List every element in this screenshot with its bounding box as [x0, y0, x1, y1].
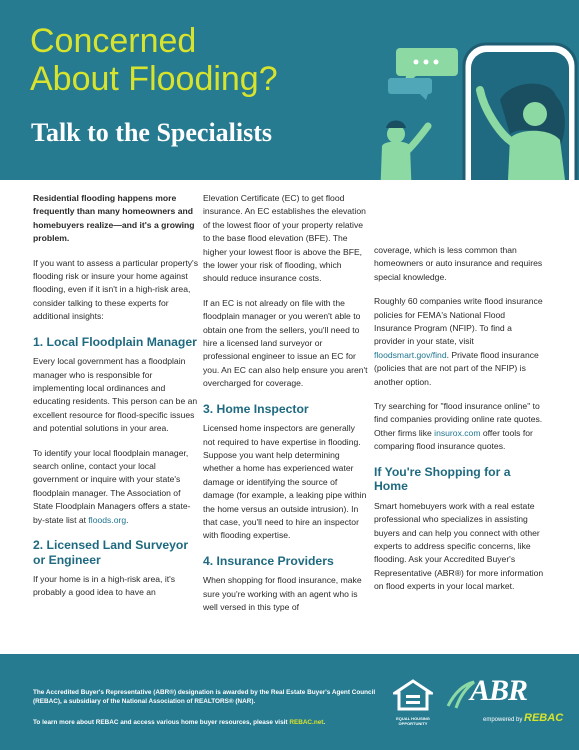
surveyor-paragraph-2: If an EC is not already on file with the floodplain manager or you weren't able to obtain one from the sellers, you'll need to hire a licensed land surveyor or professional engineer to issue an EC for you. An EC can also help ensure you aren't overcharged for coverage. — [203, 297, 368, 389]
title-line-1: Concerned — [30, 22, 197, 60]
online-quotes-paragraph: Try searching for "flood insurance online" to find companies providing online rate quotes. Other firms like insurox.com offer tools for comparing flood insurance quotes. — [374, 401, 543, 452]
title-line-2: About Flooding? — [30, 60, 278, 98]
chat-bubble-icon — [388, 78, 432, 100]
insurance-paragraph-continued: coverage, which is less common than homeowners or auto insurance and requires special knowledge. — [374, 245, 543, 282]
page-title — [30, 22, 278, 98]
section-heading-surveyor: 2. Licensed Land Surveyor or Engineer — [33, 538, 189, 567]
floodplain-paragraph-2: To identify your local floodplain manager, search online, contact your local government or inquire with your state's floodplain manager. The Association of State Floodplain Managers offers a state-by-state list at floods.org. — [33, 447, 191, 525]
floodplain-paragraph-1: Every local government has a floodplain manager who is responsible for implementing local ordinances and educating residents. This person can be an excellent resource for flood-specific issues and potential solutions in your area. — [33, 356, 198, 434]
header-banner — [0, 0, 579, 180]
footer-designation-text: The Accredited Buyer's Representative (ABR®) designation is awarded by the Real Estate Buyer's Agent Council (REBAC), a subsidiary of the National Association of REALTORS® (NAR). — [33, 689, 376, 705]
column-2 — [203, 192, 368, 626]
abr-logo-text: ABR — [470, 674, 528, 707]
section-heading-insurance: 4. Insurance Providers — [203, 553, 334, 568]
column-3 — [374, 244, 544, 605]
footer-learn-more-text: To learn more about REBAC and access various home buyer resources, please visit REBAC.net. — [33, 719, 326, 726]
equal-housing-label-2: OPPORTUNITY — [398, 721, 428, 726]
abr-logo — [446, 674, 566, 734]
equal-housing-label-1: EQUAL HOUSING — [396, 716, 430, 721]
column-1 — [33, 192, 198, 611]
shopping-paragraph: Smart homebuyers work with a real estate professional who specializes in assisting buyers and can help you connect with other experts to address specific concerns, like flooding. Ask your Accredited Buyer's Representative (ABR®) for more information on flood experts in your local market. — [374, 500, 544, 592]
inspector-paragraph: Licensed home inspectors are generally not required to have expertise in flooding. Suppose you want help determining whether a home has experienced water damage or identifying the source of damage (for example, a leaking pipe within the home versus an outside intrusion). In that case, you'll need to hire an inspector with flooding expertise. — [203, 423, 367, 541]
floodsmart-link[interactable]: floodsmart.gov/find — [374, 349, 447, 360]
section-heading-home-inspector: 3. Home Inspector — [203, 401, 309, 416]
abr-empowered-by: empowered by REBAC — [483, 712, 564, 724]
surveyor-paragraph-continued: Elevation Certificate (EC) to get flood insurance. An EC establishes the elevation of the lowest floor of your property relative to the base flood elevation (BFE). The higher your lowest floor is above the BFE, the lower your risk of flooding, which should reduce insurance costs. — [203, 193, 366, 284]
rebac-logo-text: REBAC — [524, 712, 564, 724]
phone-illustration — [360, 30, 579, 180]
house-icon — [393, 679, 433, 711]
insurance-paragraph-start: When shopping for flood insurance, make sure you're working with an agent who is well versed in this type of — [203, 575, 362, 613]
section-heading-floodplain-manager: 1. Local Floodplain Manager — [33, 334, 197, 349]
surveyor-paragraph-start: If your home is in a high-risk area, it's probably a good idea to have an — [33, 574, 176, 598]
insurox-link[interactable]: insurox.com — [434, 427, 481, 438]
rebac-link[interactable]: REBAC.net — [289, 719, 324, 726]
equal-housing-logo — [393, 679, 433, 726]
floods-org-link[interactable]: floods.org — [88, 514, 127, 525]
footer-banner — [0, 654, 579, 750]
intro-lead: Residential flooding happens more frequently than many homeowners and homebuyers realize—and it's a growing problem. — [33, 193, 195, 244]
page-subtitle: Talk to the Specialists — [31, 118, 273, 147]
section-heading-shopping: If You're Shopping for a Home — [374, 464, 511, 494]
intro-paragraph: If you want to assess a particular property's flooding risk or insure your home against flooding, even if it isn't in a high-risk area, consider talking to these experts for additional insights: — [33, 257, 198, 322]
nfip-paragraph: Roughly 60 companies write flood insurance policies for FEMA's National Flood Insurance Program (NFIP). To find a provider in your state, visit floodsmart.gov/find. Private flood insurance (policies that are not part of the NFIP) is another option. — [374, 296, 543, 387]
